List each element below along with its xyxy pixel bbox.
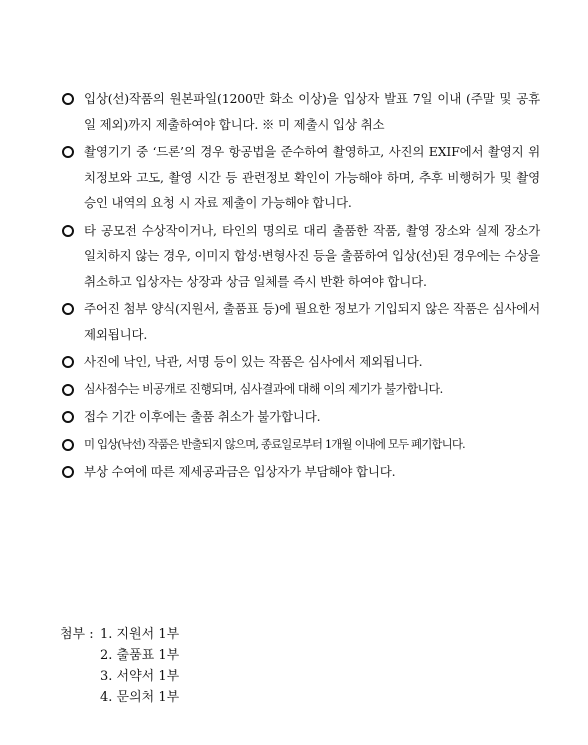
notice-list (62, 86, 540, 487)
notice-item (62, 404, 540, 430)
notice-text: 심사점수는 비공개로 진행되며, 심사결과에 대해 이의 제기가 불가합니다. (84, 381, 443, 396)
circle-bullet-icon (62, 225, 74, 237)
notice-item (62, 377, 540, 403)
circle-bullet-icon (62, 411, 74, 423)
notice-text: 촬영기기 중 ‘드론’의 경우 항공법을 준수하여 촬영하고, 사진의 EXIF에서 촬영지 위치정보와 고도, 촬영 시간 등 관련정보 확인이 가능해야 하며, 추후 비행허가 및 촬영승인 내역의 요청 시 자료 제출이 가능해야 합니다. (84, 144, 540, 210)
notice-item (62, 349, 540, 375)
attachments-list (100, 624, 179, 708)
attachment-item: 2. 출품표 1부 (100, 648, 180, 663)
circle-bullet-icon (62, 303, 74, 315)
notice-item (62, 459, 540, 485)
attachments-label: 첨부 : (60, 627, 94, 642)
attachment-item: 4. 문의처 1부 (100, 690, 180, 705)
circle-bullet-icon (62, 439, 74, 451)
notice-text: 타 공모전 수상작이거나, 타인의 명의로 대리 출품한 작품, 촬영 장소와 실제 장소가 일치하지 않는 경우, 이미지 합성·변형사진 등을 출품하여 입상(선)된 경우에는 수상을 취소하고 입상자는 상장과 상금 일체를 즉시 반환 하여야 합니다. (84, 222, 540, 289)
notice-item (62, 86, 540, 137)
notice-item (62, 139, 540, 216)
notice-item (62, 218, 540, 295)
notice-text: 입상(선)작품의 원본파일(1200만 화소 이상)을 입상자 발표 7일 이내 (주말 및 공휴일 제외)까지 제출하여야 합니다. ※ 미 제출시 입상 취소 (84, 91, 540, 132)
notice-text: 부상 수여에 따른 제세공과금은 입상자가 부담해야 합니다. (84, 464, 396, 479)
notice-text: 사진에 낙인, 낙관, 서명 등이 있는 작품은 심사에서 제외됩니다. (84, 354, 423, 369)
notice-item (62, 296, 540, 347)
circle-bullet-icon (62, 466, 74, 478)
circle-bullet-icon (62, 93, 74, 105)
circle-bullet-icon (62, 356, 74, 368)
attachment-item: 3. 서약서 1부 (100, 669, 180, 684)
circle-bullet-icon (62, 384, 74, 396)
notice-item (62, 432, 540, 458)
notice-text: 주어진 첨부 양식(지원서, 출품표 등)에 필요한 정보가 기입되지 않은 작품은 심사에서 제외됩니다. (84, 301, 540, 342)
notice-text: 미 입상(낙선) 작품은 반출되지 않으며, 종료일로부터 1개월 이내에 모두 폐기합니다. (84, 436, 465, 451)
notice-text: 접수 기간 이후에는 출품 취소가 불가합니다. (84, 409, 321, 424)
circle-bullet-icon (62, 146, 74, 158)
attachment-item: 1. 지원서 1부 (100, 627, 180, 642)
